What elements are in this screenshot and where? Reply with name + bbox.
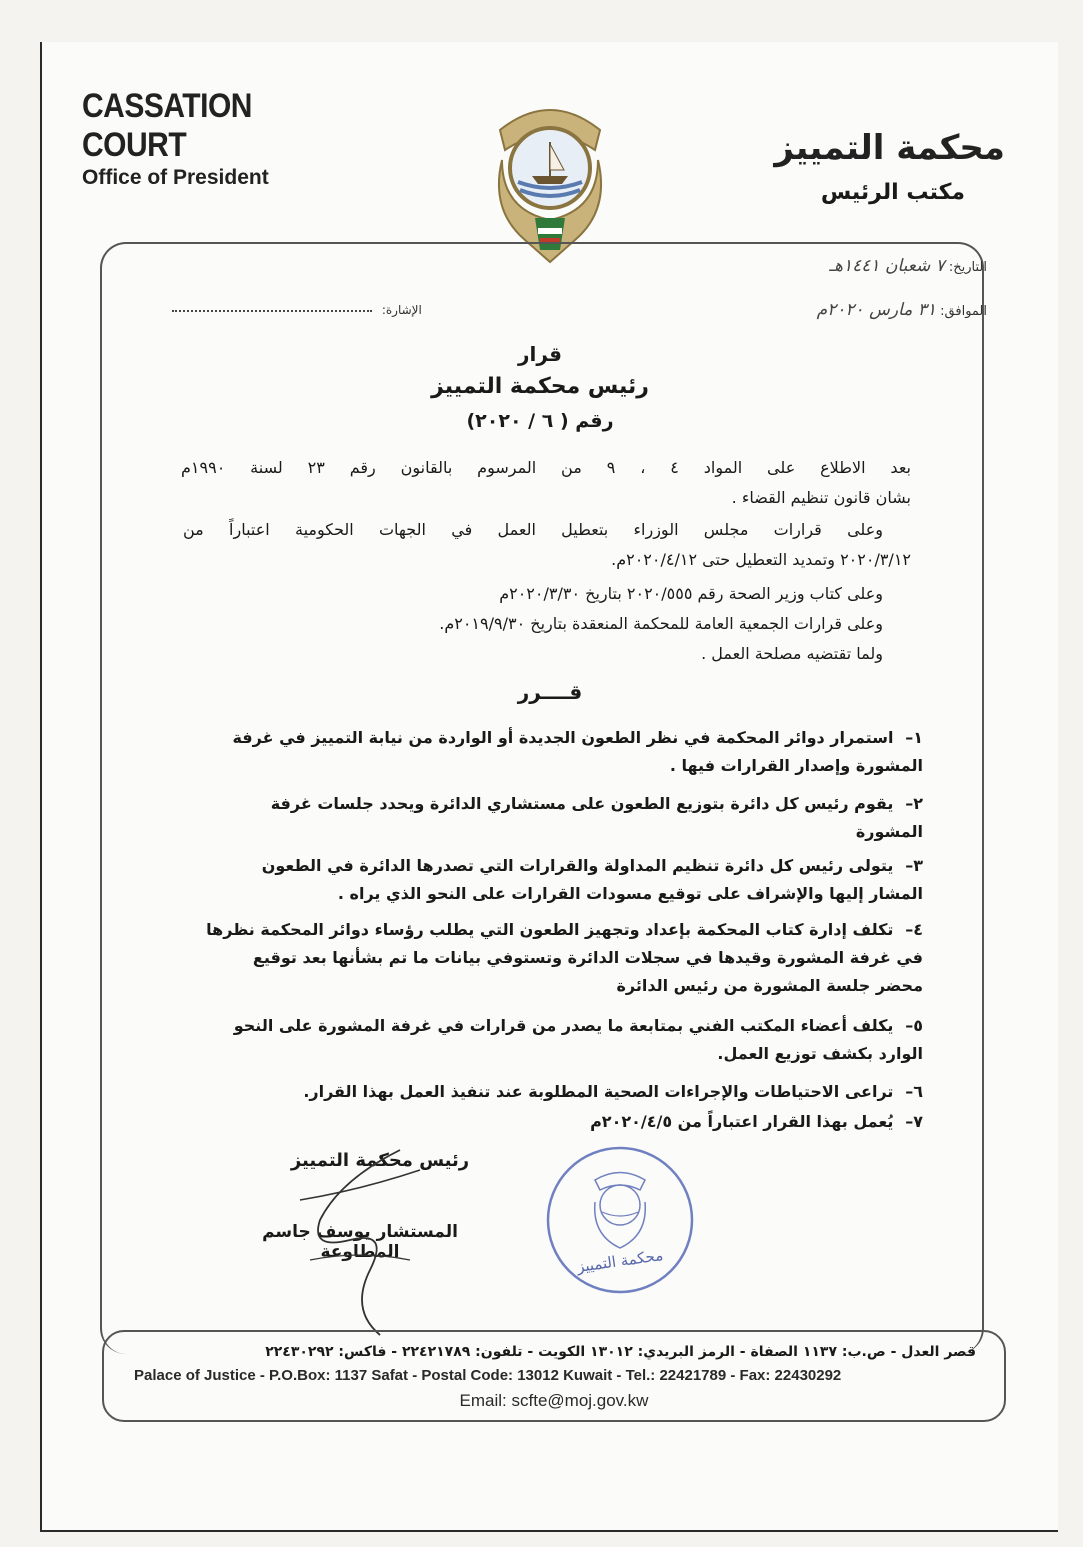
decision-item <box>203 916 923 1000</box>
decision-item <box>203 1012 923 1068</box>
decision-item <box>203 1108 923 1136</box>
stamp-label: محكمة التمييز <box>575 1246 665 1276</box>
preamble-line: وعلى قرارات مجلس الوزراء بتعطيل العمل في الجهات الحكومية اعتباراً من <box>183 520 883 539</box>
item-number: ٧– <box>905 1112 923 1131</box>
decision-item <box>203 790 923 846</box>
decision-issuer: رئيس محكمة التمييز <box>431 374 649 399</box>
reference-field <box>172 303 452 317</box>
item-text: استمرار دوائر المحكمة في نظر الطعون الجديدة أو الواردة من نيابة التمييز في غرفة المشورة وإصدار القرارات فيها . <box>232 728 923 775</box>
item-text: يقوم رئيس كل دائرة بتوزيع الطعون على مستشاري الدائرة ويحدد جلسات غرفة المشورة <box>270 794 923 841</box>
preamble-line: بعد الاطلاع على المواد ٤ ، ٩ من المرسوم بالقانون رقم ٢٣ لسنة ١٩٩٠م <box>181 458 911 477</box>
arabic-header <box>705 128 1005 205</box>
decision-item <box>203 724 923 780</box>
item-number: ٦– <box>905 1082 923 1101</box>
reference-dots <box>172 310 372 312</box>
english-header <box>82 86 342 190</box>
decision-title: قرار <box>518 342 562 366</box>
footer-address-ar: قصر العدل - ص.ب: ١١٣٧ الصفاة - الرمز البريدي: ١٣٠١٢ الكويت - تلفون: ٢٢٤٢١٧٨٩ - فاكس: ٢٢٤٣٠٢٩٢ <box>265 1344 976 1360</box>
footer-box <box>102 1330 1006 1422</box>
court-name-en: CASSATION COURT <box>82 86 252 164</box>
office-name-en: Office of President <box>82 166 269 189</box>
item-number: ١– <box>905 728 923 747</box>
court-name-ar: محكمة التمييز <box>774 128 1005 168</box>
decision-item <box>203 852 923 908</box>
preamble-line: وعلى قرارات الجمعية العامة للمحكمة المنعقدة بتاريخ ٢٠١٩/٩/٣٠م. <box>439 614 883 633</box>
item-number: ٢– <box>905 794 923 813</box>
decided-heading: قــــرر <box>517 680 583 704</box>
item-number: ٣– <box>905 856 923 875</box>
item-text: يُعمل بهذا القرار اعتباراً من ٢٠٢٠/٤/٥م <box>590 1112 894 1131</box>
date-field <box>829 256 987 276</box>
corresp-value: ٣١ مارس ٢٠٢٠م <box>816 300 936 320</box>
office-name-ar: مكتب الرئيس <box>820 180 965 205</box>
date-value: ٧ شعبان ١٤٤١هـ <box>829 256 945 276</box>
preamble-line: بشان قانون تنظيم القضاء . <box>731 488 911 507</box>
item-number: ٤– <box>905 920 923 939</box>
corresp-label: الموافق: <box>940 304 987 319</box>
preamble-line: ٢٠٢٠/٣/١٢ وتمديد التعطيل حتى ٢٠٢٠/٤/١٢م. <box>611 550 911 569</box>
date-label: التاريخ: <box>948 260 987 275</box>
item-text: يتولى رئيس كل دائرة تنظيم المداولة والقرارات التي تصدرها الدائرة في الطعون المشار إليها والإشراف على توقيع مسودات القرارات على النحو الذي يراه . <box>261 856 923 903</box>
item-text: تراعى الاحتياطات والإجراءات الصحية المطلوبة عند تنفيذ العمل بهذا القرار. <box>303 1082 894 1101</box>
preamble-line: ولما تقتضيه مصلحة العمل . <box>701 644 883 663</box>
signatory-title: رئيس محكمة التمييز <box>290 1150 470 1171</box>
signatory-name: المستشار يوسف جاسم المطاوعة <box>262 1222 458 1262</box>
item-number: ٥– <box>905 1016 923 1035</box>
decision-item <box>203 1078 923 1106</box>
item-text: يكلف أعضاء المكتب الفني بمتابعة ما يصدر من قرارات في غرفة المشورة على النحو الوارد بكشف توزيع العمل. <box>233 1016 923 1063</box>
reference-label: الإشارة: <box>381 303 422 317</box>
footer-email: Email: scfte@moj.gov.kw <box>459 1391 649 1410</box>
handwritten-signature-icon <box>280 1140 440 1340</box>
preamble-line: وعلى كتاب وزير الصحة رقم ٢٠٢٠/٥٥٥ بتاريخ ٢٠٢٠/٣/٣٠م <box>499 584 883 603</box>
footer-address-en: Palace of Justice - P.O.Box: 1137 Safat - Postal Code: 13012 Kuwait - Tel.: 22421789 - Fax: 22430292 <box>134 1367 842 1384</box>
corresp-date-field <box>817 300 987 320</box>
decision-number: رقم ( ٦ / ٢٠٢٠) <box>466 410 614 432</box>
item-text: تكلف إدارة كتاب المحكمة بإعداد وتجهيز الطعون التي يطلب رؤساء دوائر المحكمة نظرها في غرفة المشورة وقيدها في سجلات الدائرة وتستوفي بيانات ما تم بشأنها بعد توقيع محضر جلسة المشورة من رئيس الدائرة <box>206 920 923 995</box>
